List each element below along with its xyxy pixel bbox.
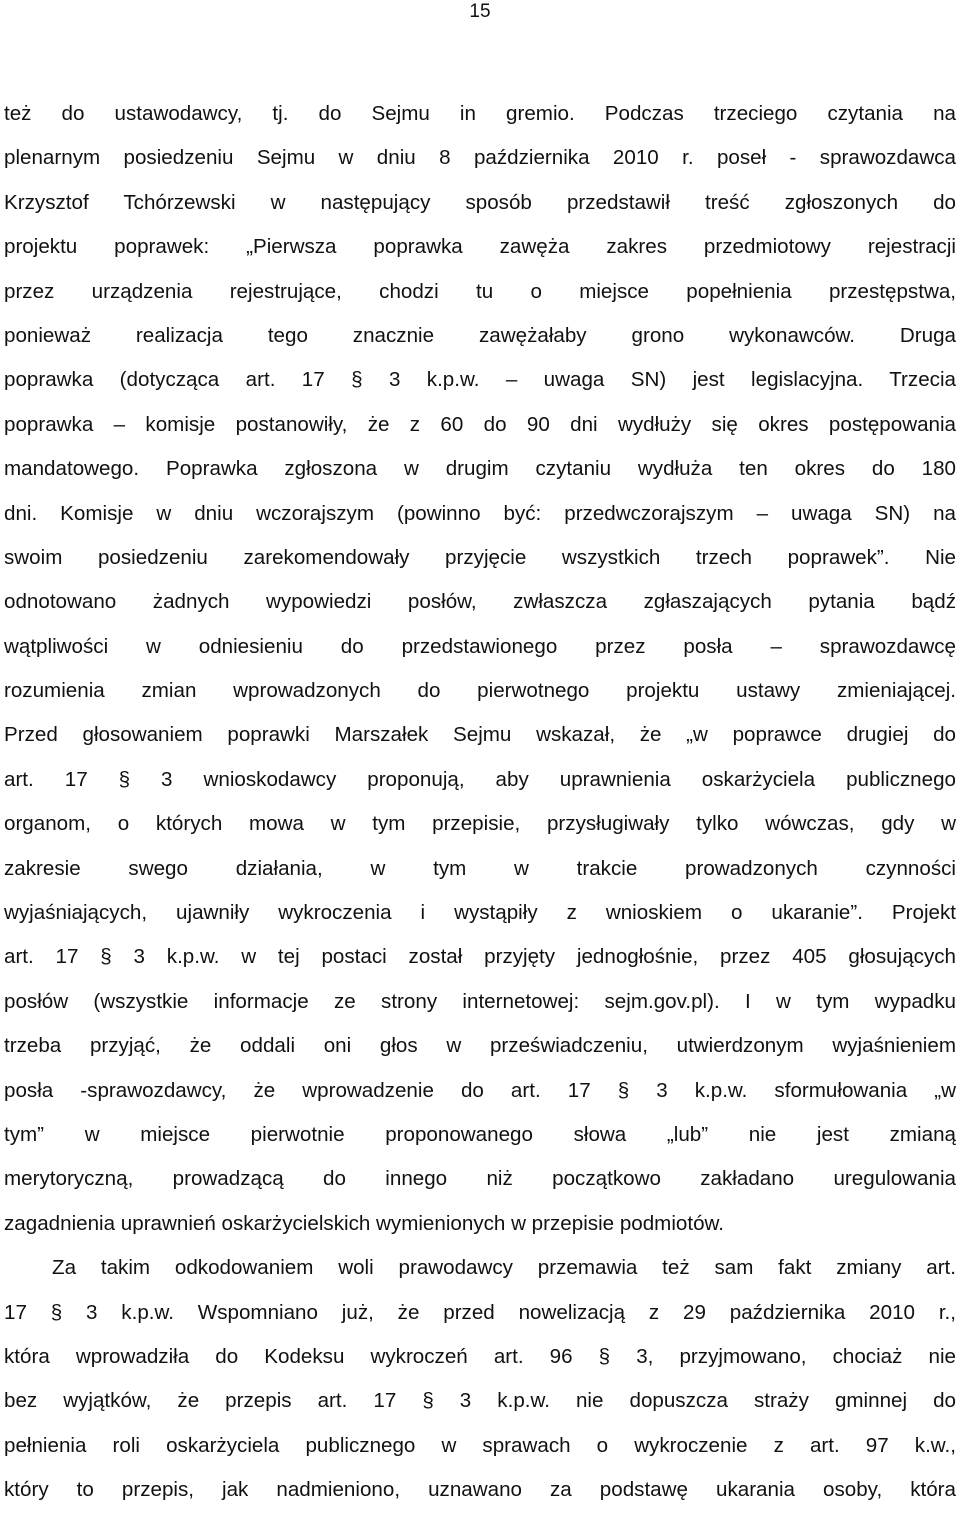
text-line: rozumienia zmian wprowadzonych do pierwotnego projektu ustawy zmieniającej. xyxy=(4,679,956,703)
text-line: art. 17 § 3 k.p.w. w tej postaci został przyjęty jednogłośnie, przez 405 głosujących xyxy=(4,945,956,969)
text-line: plenarnym posiedzeniu Sejmu w dniu 8 października 2010 r. poseł - sprawozdawca xyxy=(4,146,956,170)
text-line: zagadnienia uprawnień oskarżycielskich wymienionych w przepisie podmiotów. xyxy=(4,1211,724,1235)
text-line: bez wyjątków, że przepis art. 17 § 3 k.p.w. nie dopuszcza straży gminnej do xyxy=(4,1389,956,1413)
text-line: wyjaśniających, ujawniły wykroczenia i wystąpiły z wnioskiem o ukaranie”. Projekt xyxy=(4,901,956,925)
text-line: wątpliwości w odniesieniu do przedstawionego przez posła – sprawozdawcę xyxy=(4,634,956,658)
text-line: merytoryczną, prowadzącą do innego niż początkowo zakładano uregulowania xyxy=(4,1167,956,1191)
text-line: ponieważ realizacja tego znacznie zawężałaby grono wykonawców. Druga xyxy=(4,323,956,347)
text-line: posłów (wszystkie informacje ze strony internetowej: sejm.gov.pl). I w tym wypadku xyxy=(4,989,956,1013)
text-line: art. 17 § 3 wnioskodawcy proponują, aby uprawnienia oskarżyciela publicznego xyxy=(4,767,956,791)
text-line: mandatowego. Poprawka zgłoszona w drugim czytaniu wydłuża ten okres do 180 xyxy=(4,457,956,481)
text-line: dni. Komisje w dniu wczorajszym (powinno być: przedwczorajszym – uwaga SN) na xyxy=(4,501,956,525)
text-line: Krzysztof Tchórzewski w następujący sposób przedstawił treść zgłoszonych do xyxy=(4,190,956,214)
text-line: organom, o których mowa w tym przepisie, przysługiwały tylko wówczas, gdy w xyxy=(4,812,956,836)
text-line: przez urządzenia rejestrujące, chodzi tu o miejsce popełnienia przestępstwa, xyxy=(4,279,956,303)
text-line: Przed głosowaniem poprawki Marszałek Sejmu wskazał, że „w poprawce drugiej do xyxy=(4,723,956,747)
text-line: posła -sprawozdawcy, że wprowadzenie do art. 17 § 3 k.p.w. sformułowania „w xyxy=(4,1078,956,1102)
text-line: pełnienia roli oskarżyciela publicznego w sprawach o wykroczenie z art. 97 k.w., xyxy=(4,1433,956,1457)
text-line: swoim posiedzeniu zarekomendowały przyjęcie wszystkich trzech poprawek”. Nie xyxy=(4,545,956,569)
text-line: trzeba przyjąć, że oddali oni głos w przeświadczeniu, utwierdzonym wyjaśnieniem xyxy=(4,1034,956,1058)
text-line: poprawka – komisje postanowiły, że z 60 do 90 dni wydłuży się okres postępowania xyxy=(4,412,956,436)
text-line: zakresie swego działania, w tym w trakcie prowadzonych czynności xyxy=(4,856,956,880)
text-line: 17 § 3 k.p.w. Wspomniano już, że przed nowelizacją z 29 października 2010 r., xyxy=(4,1300,956,1324)
text-line: projektu poprawek: „Pierwsza poprawka zawęża zakres przedmiotowy rejestracji xyxy=(4,235,956,259)
page-number: 15 xyxy=(469,1,491,22)
text-line: też do ustawodawcy, tj. do Sejmu in gremio. Podczas trzeciego czytania na xyxy=(4,102,956,125)
document-body xyxy=(4,92,956,1513)
text-line: odnotowano żadnych wypowiedzi posłów, zwłaszcza zgłaszających pytania bądź xyxy=(4,590,956,614)
text-line: tym” w miejsce pierwotnie proponowanego słowa „lub” nie jest zmianą xyxy=(4,1122,956,1146)
text-line: który to przepis, jak nadmieniono, uznawano za podstawę ukarania osoby, która xyxy=(4,1478,956,1502)
text-line: Za takim odkodowaniem woli prawodawcy przemawia też sam fakt zmiany art. xyxy=(52,1256,956,1280)
text-line: poprawka (dotycząca art. 17 § 3 k.p.w. – uwaga SN) jest legislacyjna. Trzecia xyxy=(4,368,956,392)
text-line: która wprowadziła do Kodeksu wykroczeń art. 96 § 3, przyjmowano, chociaż nie xyxy=(4,1344,956,1368)
